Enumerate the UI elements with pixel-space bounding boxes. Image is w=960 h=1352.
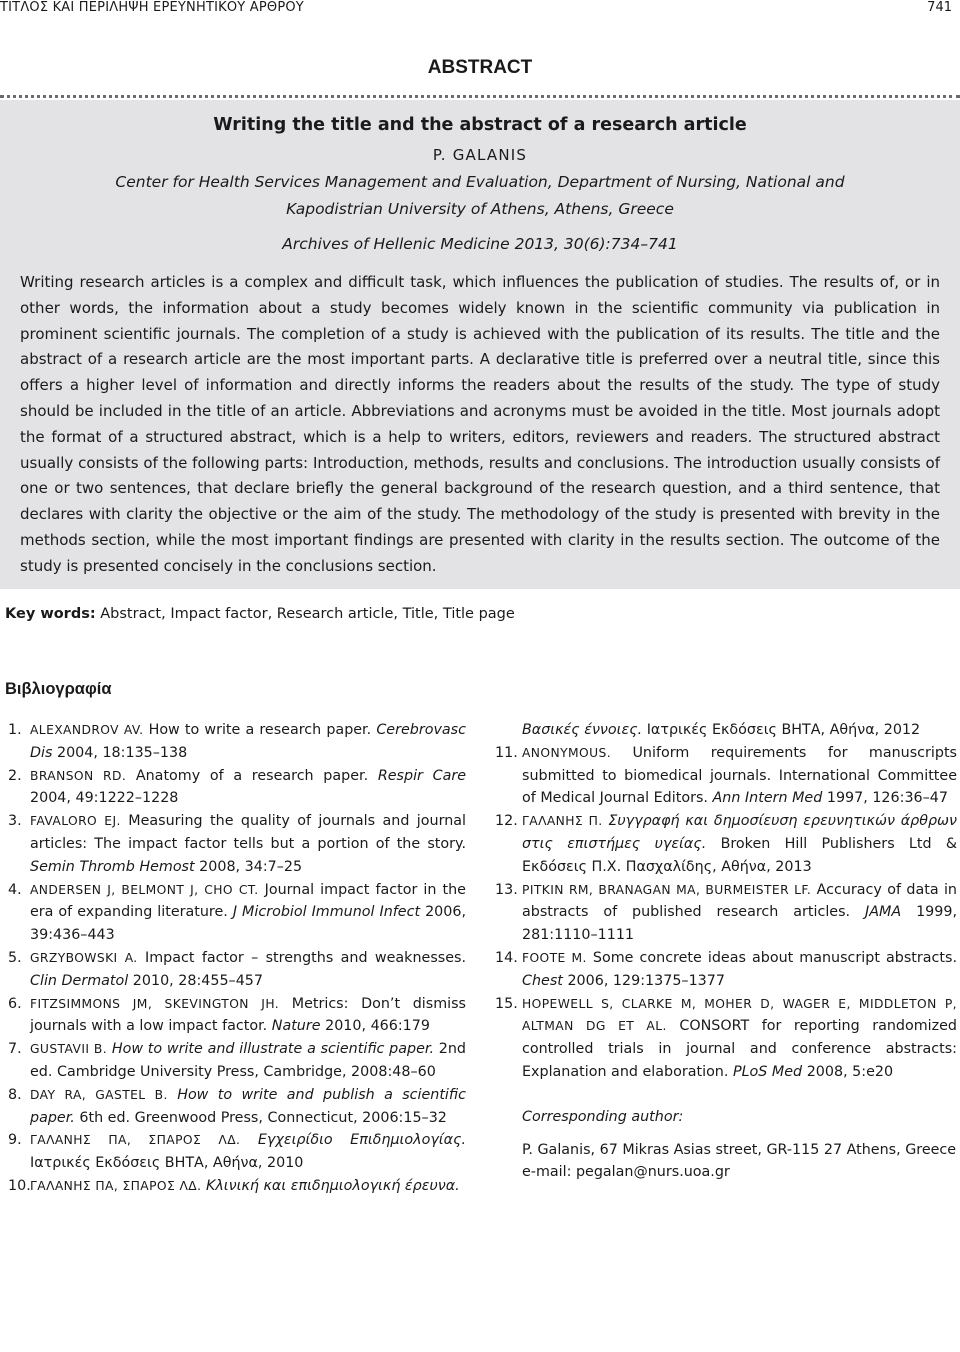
reference-journal: Semin Thromb Hemost [30,858,195,875]
reference-details: 1999, 281:1110–1111 [522,904,958,944]
reference-journal: Cerebrovasc Dis [30,722,466,761]
reference-authors: BRANSON RD. [30,768,127,783]
reference-title: Impact factor – strengths and weaknesses. [145,949,467,966]
reference-details: 2004, 18:135–138 [56,744,188,761]
reference-title: Anatomy of a research paper. [135,767,369,784]
reference-title: How to write and publish a scientific paper. [30,1086,467,1126]
reference-item [8,1038,466,1084]
reference-details: Ιατρικές Εκδόσεις ΒΗΤΑ, Αθήνα, 2012 [646,722,921,738]
reference-item [8,765,466,811]
reference-item [8,879,466,947]
reference-authors: PITKIN RM, BRANAGAN MA, BURMEISTER LF. [522,882,812,897]
affiliation: Center for Health Services Management and Evaluation, Department of Nursing, National and Kapodistrian University of Athens, Athens, Greece [115,173,845,218]
reference-details: 2010, 28:455–457 [132,972,263,989]
reference-item [8,810,466,878]
reference-title: Κλινική και επιδημιολογική έρευνα. [205,1177,460,1194]
reference-details: 2008, 5:e20 [806,1063,894,1080]
reference-authors: ANDERSEN J, BELMONT J, CHO CT. [30,882,259,897]
reference-details: Broken Hill Publishers Ltd & Εκδόσεις Π.Χ. Πασχαλίδης, Αθήνα, 2013 [522,835,958,875]
reference-item [8,1129,466,1175]
reference-journal: Respir Care [377,767,467,784]
reference-item [495,947,957,993]
reference-journal: PLoS Med [732,1063,803,1080]
reference-number: 12. [495,813,518,830]
page-number: 741 [927,0,952,15]
reference-details: 2006, 39:436–443 [30,904,466,944]
reference-journal: J Microbiol Immunol Infect [232,904,421,921]
reference-title: Uniform requirements for manuscripts submitted to biomedical journals. International Committee of Medical Journal Editors. [522,744,958,807]
reference-title: Accuracy of data in abstracts of published research articles. [522,881,957,921]
running-title: ΤΙΤΛΟΣ ΚΑΙ ΠΕΡΙΛΗΨΗ ΕΡΕΥΝΗΤΙΚΟΥ ΑΡΘΡΟΥ [0,0,304,15]
reference-title: Metrics: Don’t dismiss journals with a low impact factor. [30,995,467,1035]
reference-journal: Clin Dermatol [30,972,129,989]
reference-details: 2nd ed. Cambridge University Press, Cambridge, 2008:48–60 [30,1041,466,1080]
references-right-column [495,719,957,1184]
reference-details: 2010, 466:179 [325,1018,430,1035]
reference-authors: ΓΑΛΑΝΗΣ Π. [522,814,603,829]
reference-title: How to write and illustrate a scientific paper. [111,1041,434,1058]
reference-journal: Ann Intern Med [712,790,823,807]
abstract-text: Writing research articles is a complex and difficult task, which influences the publication of studies. The results of, or in other words, the information about a study becomes widely known in the scientific community via publication in prominent scientific journals. The completion of a study is achieved with the publication of its results. The title and the abstract of a research article are the most important parts. A declarative title is preferred over a neutral title, since this offers a higher level of information and directly informs the readers about the results of the study. The type of study should be included in the title of an article. Abbreviations and acronyms must be avoided in the title. Most journals adopt the format of a structured abstract, which is a help to writers, editors, reviewers and readers. The structured abstract usually consists of the following parts: Introduction, methods, results and conclusions. The introduction usually consists of one or two sentences, that declare briefly the general background of the research question, and a third sentence, that declares with clarity the objective or the aim of the study. The methodology of the study is presented with brevity in the methods section, while the most important findings are presented with clarity in the results section. The outcome of the study is presented concisely in the conclusions section. [20,273,940,575]
reference-item [8,1084,466,1130]
reference-authors: ΓΑΛΑΝΗΣ ΠΑ, ΣΠΑΡΟΣ ΛΔ. [30,1133,241,1148]
corresponding-author-label: Corresponding author: [522,1108,684,1125]
reference-authors: FITZSIMMONS JM, SKEVINGTON JH. [30,996,280,1011]
reference-authors: HOPEWELL S, CLARKE M, MOHER D, WAGER E, MIDDLETON P, ALTMAN DG ET AL. [522,996,957,1034]
reference-item [8,1175,466,1198]
reference-journal: Chest [522,972,563,989]
abstract-heading: ABSTRACT [427,57,533,78]
reference-number: 14. [495,949,518,966]
reference-title: Measuring the quality of journals and journal articles: The impact factor tells but a portion of the story. [30,813,467,852]
reference-item [8,719,466,765]
reference-item [495,742,957,810]
keywords-label: Key words: [5,606,96,622]
reference-number: 7. [8,1041,22,1058]
reference-number: 5. [8,949,22,966]
reference-title: Συγγραφή και δημοσίευση ερευνητικών άρθρων στις επιστήμες υγείας. [522,813,957,852]
reference-authors: DAY RA, GASTEL B. [30,1087,168,1102]
reference-number: 10. [8,1177,31,1194]
dotted-divider [0,95,960,98]
reference-title: Εγχειρίδιο Επιδημιολογίας. [257,1132,467,1149]
article-title: Writing the title and the abstract of a research article [213,115,747,135]
reference-journal: Nature [271,1018,321,1035]
reference-number: 4. [8,881,22,898]
references-left-column [8,719,466,1198]
reference-details: 2008, 34:7–25 [199,858,303,875]
reference-details: 6th ed. Greenwood Press, Connecticut, 2006:15–32 [79,1109,447,1126]
reference-title: How to write a research paper. [148,722,372,738]
reference-item [8,947,466,993]
reference-number: 11. [495,744,518,761]
reference-item [495,810,957,878]
reference-title: CONSORT for reporting randomized controlled trials in journal and conference abstracts: Explanation and elaboration. [522,1018,958,1080]
reference-authors: GUSTAVII B. [30,1042,108,1057]
reference-number: 15. [495,995,518,1012]
reference-authors: ΓΑΛΑΝΗΣ ΠΑ, ΣΠΑΡΟΣ ΛΔ. [30,1178,202,1193]
reference-item [495,879,957,947]
reference-item [8,993,466,1039]
reference-number: 6. [8,995,22,1012]
reference-details: 2004, 49:1222–1228 [30,790,179,807]
reference-number: 1. [8,722,22,738]
reference-authors: ANONYMOUS. [522,745,612,760]
reference-details: 2006, 129:1375–1377 [567,972,725,989]
reference-number: 3. [8,813,22,830]
reference-title: Journal impact factor in the era of expanding literature. [30,881,466,921]
reference-title: Some concrete ideas about manuscript abstracts. [592,949,957,966]
reference-details: 1997, 126:36–47 [826,790,948,807]
bibliography-title: Βιβλιογραφία [5,680,112,698]
reference-continuation [495,719,957,742]
reference-number: 9. [8,1132,22,1149]
keywords-value: Abstract, Impact factor, Research article, Title, Title page [100,606,515,622]
reference-authors: FOOTE M. [522,950,587,965]
reference-authors: GRZYBOWSKI A. [30,950,138,965]
reference-title: Βασικές έννοιες. [522,722,643,738]
reference-number: 8. [8,1086,22,1103]
article-authors: P. GALANIS [432,146,528,164]
reference-authors: ALEXANDROV AV. [30,723,144,737]
corresponding-address: P. Galanis, 67 Mikras Asias street, GR-115 27 Athens, Greece [522,1141,957,1158]
corresponding-email: e-mail: pegalan@nurs.uoa.gr [522,1164,730,1181]
reference-item [495,993,957,1084]
reference-number: 13. [495,881,518,898]
keywords [5,606,515,622]
journal-citation: Archives of Hellenic Medicine 2013, 30(6):734–741 [282,235,678,253]
reference-details: Ιατρικές Εκδόσεις ΒΗΤΑ, Αθήνα, 2010 [30,1155,304,1172]
reference-number: 2. [8,767,22,784]
reference-authors: FAVALORO EJ. [30,814,121,829]
reference-journal: JAMA [865,904,902,921]
